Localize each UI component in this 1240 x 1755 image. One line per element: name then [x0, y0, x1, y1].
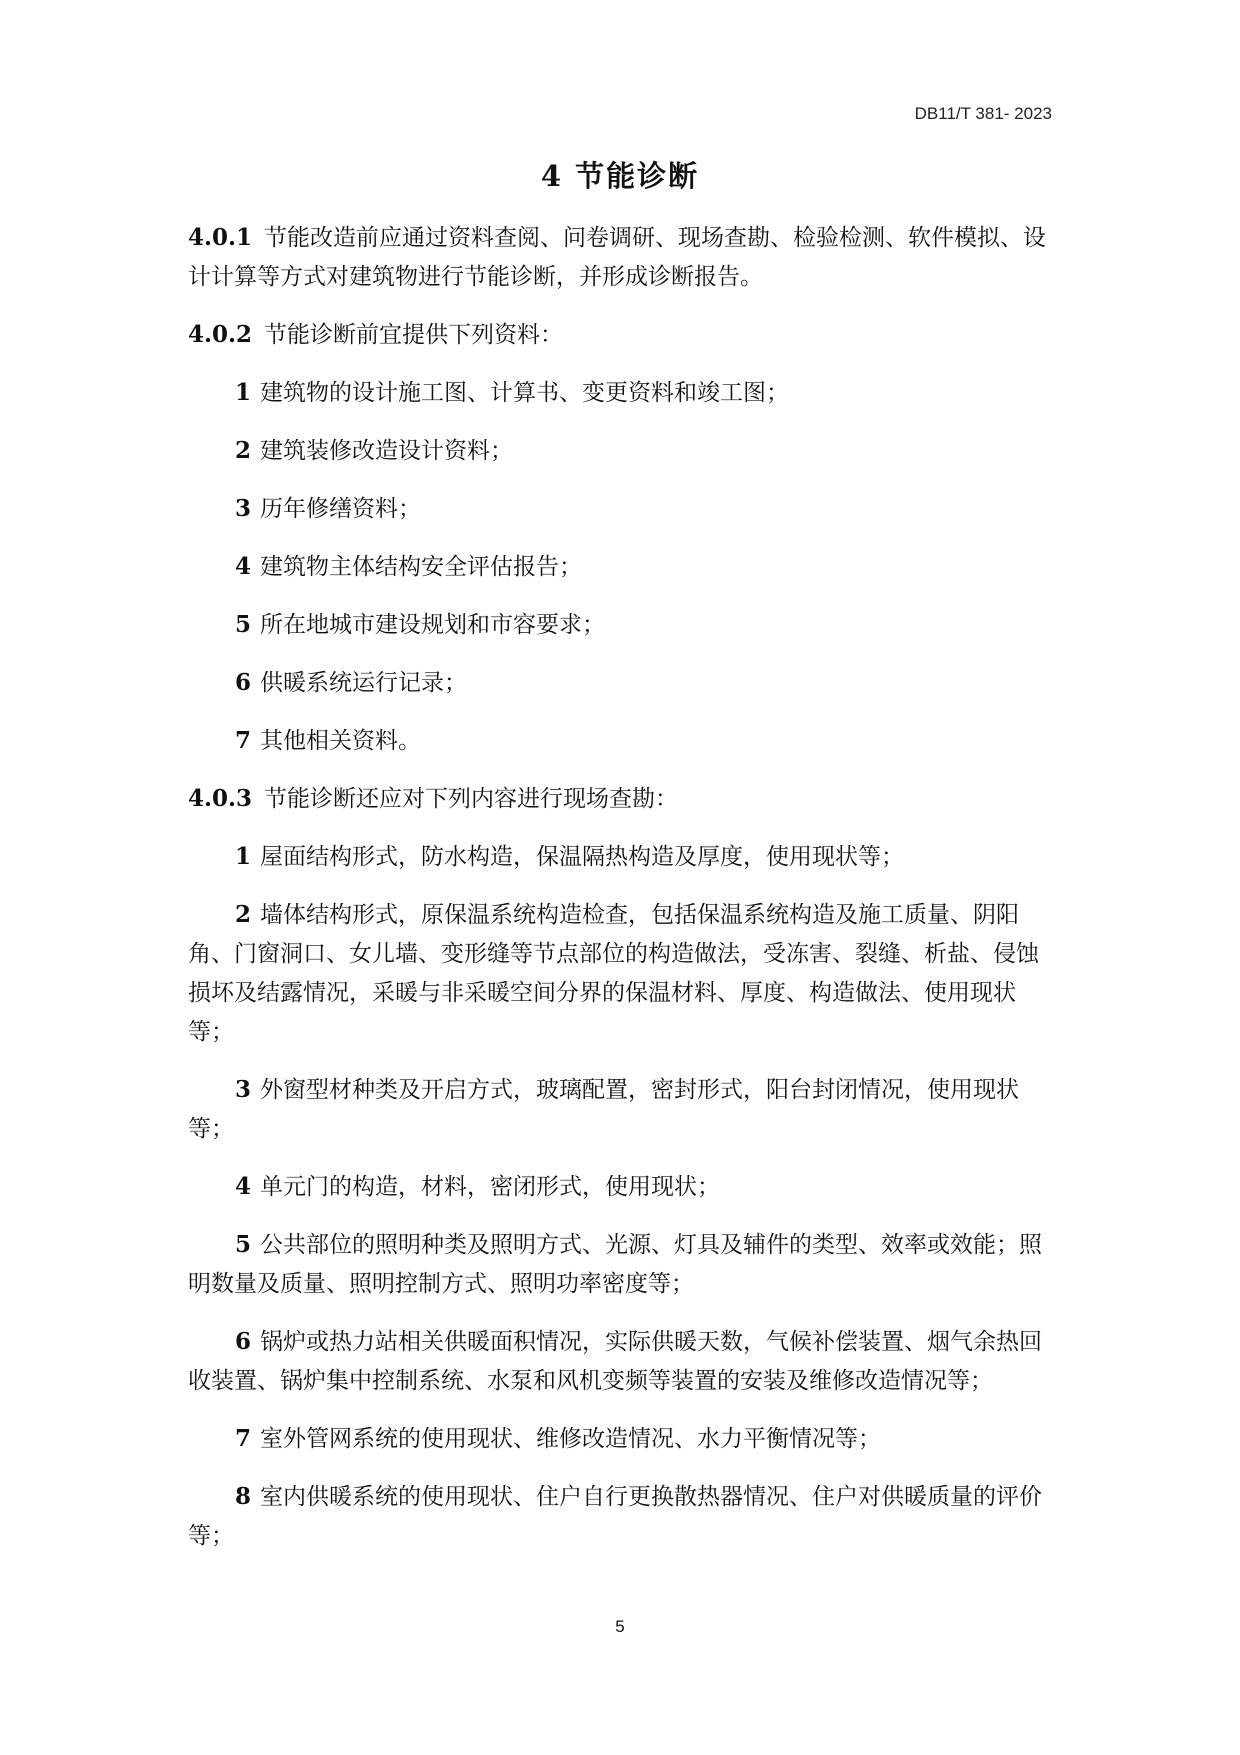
clause-4-0-2 [188, 315, 1054, 355]
list-item [188, 431, 1054, 471]
item-number: 4 [235, 553, 252, 580]
item-number: 1 [235, 843, 252, 870]
item-text: 供暖系统运行记录； [260, 670, 468, 696]
clause-4-0-3 [188, 779, 1054, 819]
list-item [188, 1225, 1054, 1304]
item-number: 3 [235, 495, 252, 522]
item-text: 外窗型材种类及开启方式，玻璃配置，密封形式，阳台封闭情况，使用现状等； [188, 1077, 1020, 1142]
chapter-title: 4 节能诊断 [540, 159, 700, 193]
item-number: 1 [235, 379, 252, 406]
item-text: 建筑装修改造设计资料； [260, 438, 514, 464]
item-number: 4 [235, 1173, 252, 1200]
clause-number: 4.0.3 [188, 785, 253, 812]
item-text: 公共部位的照明种类及照明方式、光源、灯具及辅件的类型、效率或效能；照明数量及质量、照明控制方式、照明功率密度等； [188, 1232, 1043, 1297]
list-item [188, 837, 1054, 877]
document-body [188, 218, 1054, 1574]
list-item [188, 1322, 1054, 1401]
item-number: 7 [235, 1425, 252, 1452]
clause-text: 节能诊断前宜提供下列资料： [264, 322, 564, 348]
item-number: 8 [235, 1483, 252, 1510]
item-text: 室内供暖系统的使用现状、住户自行更换散热器情况、住户对供暖质量的评价等； [188, 1484, 1043, 1549]
item-text: 单元门的构造，材料，密闭形式，使用现状； [260, 1174, 721, 1200]
item-text: 其他相关资料。 [260, 728, 422, 754]
clause-number: 4.0.1 [188, 224, 253, 251]
item-text: 室外管网系统的使用现状、维修改造情况、水力平衡情况等； [260, 1426, 882, 1452]
standard-code-header: DB11/T 381- 2023 [914, 104, 1052, 123]
item-number: 6 [235, 1328, 252, 1355]
clause-4-0-1 [188, 218, 1054, 297]
item-number: 5 [235, 611, 252, 638]
item-number: 3 [235, 1076, 252, 1103]
list-item [188, 605, 1054, 645]
clause-number: 4.0.2 [188, 321, 253, 348]
clause-text: 节能诊断还应对下列内容进行现场查勘： [264, 786, 679, 812]
list-item [188, 663, 1054, 703]
item-text: 历年修缮资料； [260, 496, 422, 522]
list-item [188, 1477, 1054, 1556]
item-number: 6 [235, 669, 252, 696]
item-number: 2 [235, 437, 252, 464]
list-item [188, 895, 1054, 1052]
item-text: 屋面结构形式，防水构造，保温隔热构造及厚度，使用现状等； [260, 844, 905, 870]
list-item [188, 547, 1054, 587]
item-number: 7 [235, 727, 252, 754]
page-number: 5 [615, 1617, 625, 1636]
item-text: 所在地城市建设规划和市容要求； [260, 612, 606, 638]
item-text: 建筑物的设计施工图、计算书、变更资料和竣工图； [260, 380, 790, 406]
list-item [188, 721, 1054, 761]
list-item [188, 373, 1054, 413]
item-number: 5 [235, 1231, 252, 1258]
item-text: 建筑物主体结构安全评估报告； [260, 554, 583, 580]
list-item [188, 1167, 1054, 1207]
item-text: 墙体结构形式，原保温系统构造检查，包括保温系统构造及施工质量、阴阳角、门窗洞口、女儿墙、变形缝等节点部位的构造做法，受冻害、裂缝、析盐、侵蚀损坏及结露情况，采暖与非采暖空间分界的保温材料、厚度、构造做法、使用现状等； [188, 902, 1039, 1045]
list-item [188, 1419, 1054, 1459]
list-item [188, 489, 1054, 529]
list-item [188, 1070, 1054, 1149]
clause-text: 节能改造前应通过资料查阅、问卷调研、现场查勘、检验检测、软件模拟、设计计算等方式对建筑物进行节能诊断，并形成诊断报告。 [188, 225, 1047, 290]
item-number: 2 [235, 901, 252, 928]
item-text: 锅炉或热力站相关供暖面积情况，实际供暖天数，气候补偿装置、烟气余热回收装置、锅炉集中控制系统、水泵和风机变频等装置的安装及维修改造情况等； [188, 1329, 1043, 1394]
